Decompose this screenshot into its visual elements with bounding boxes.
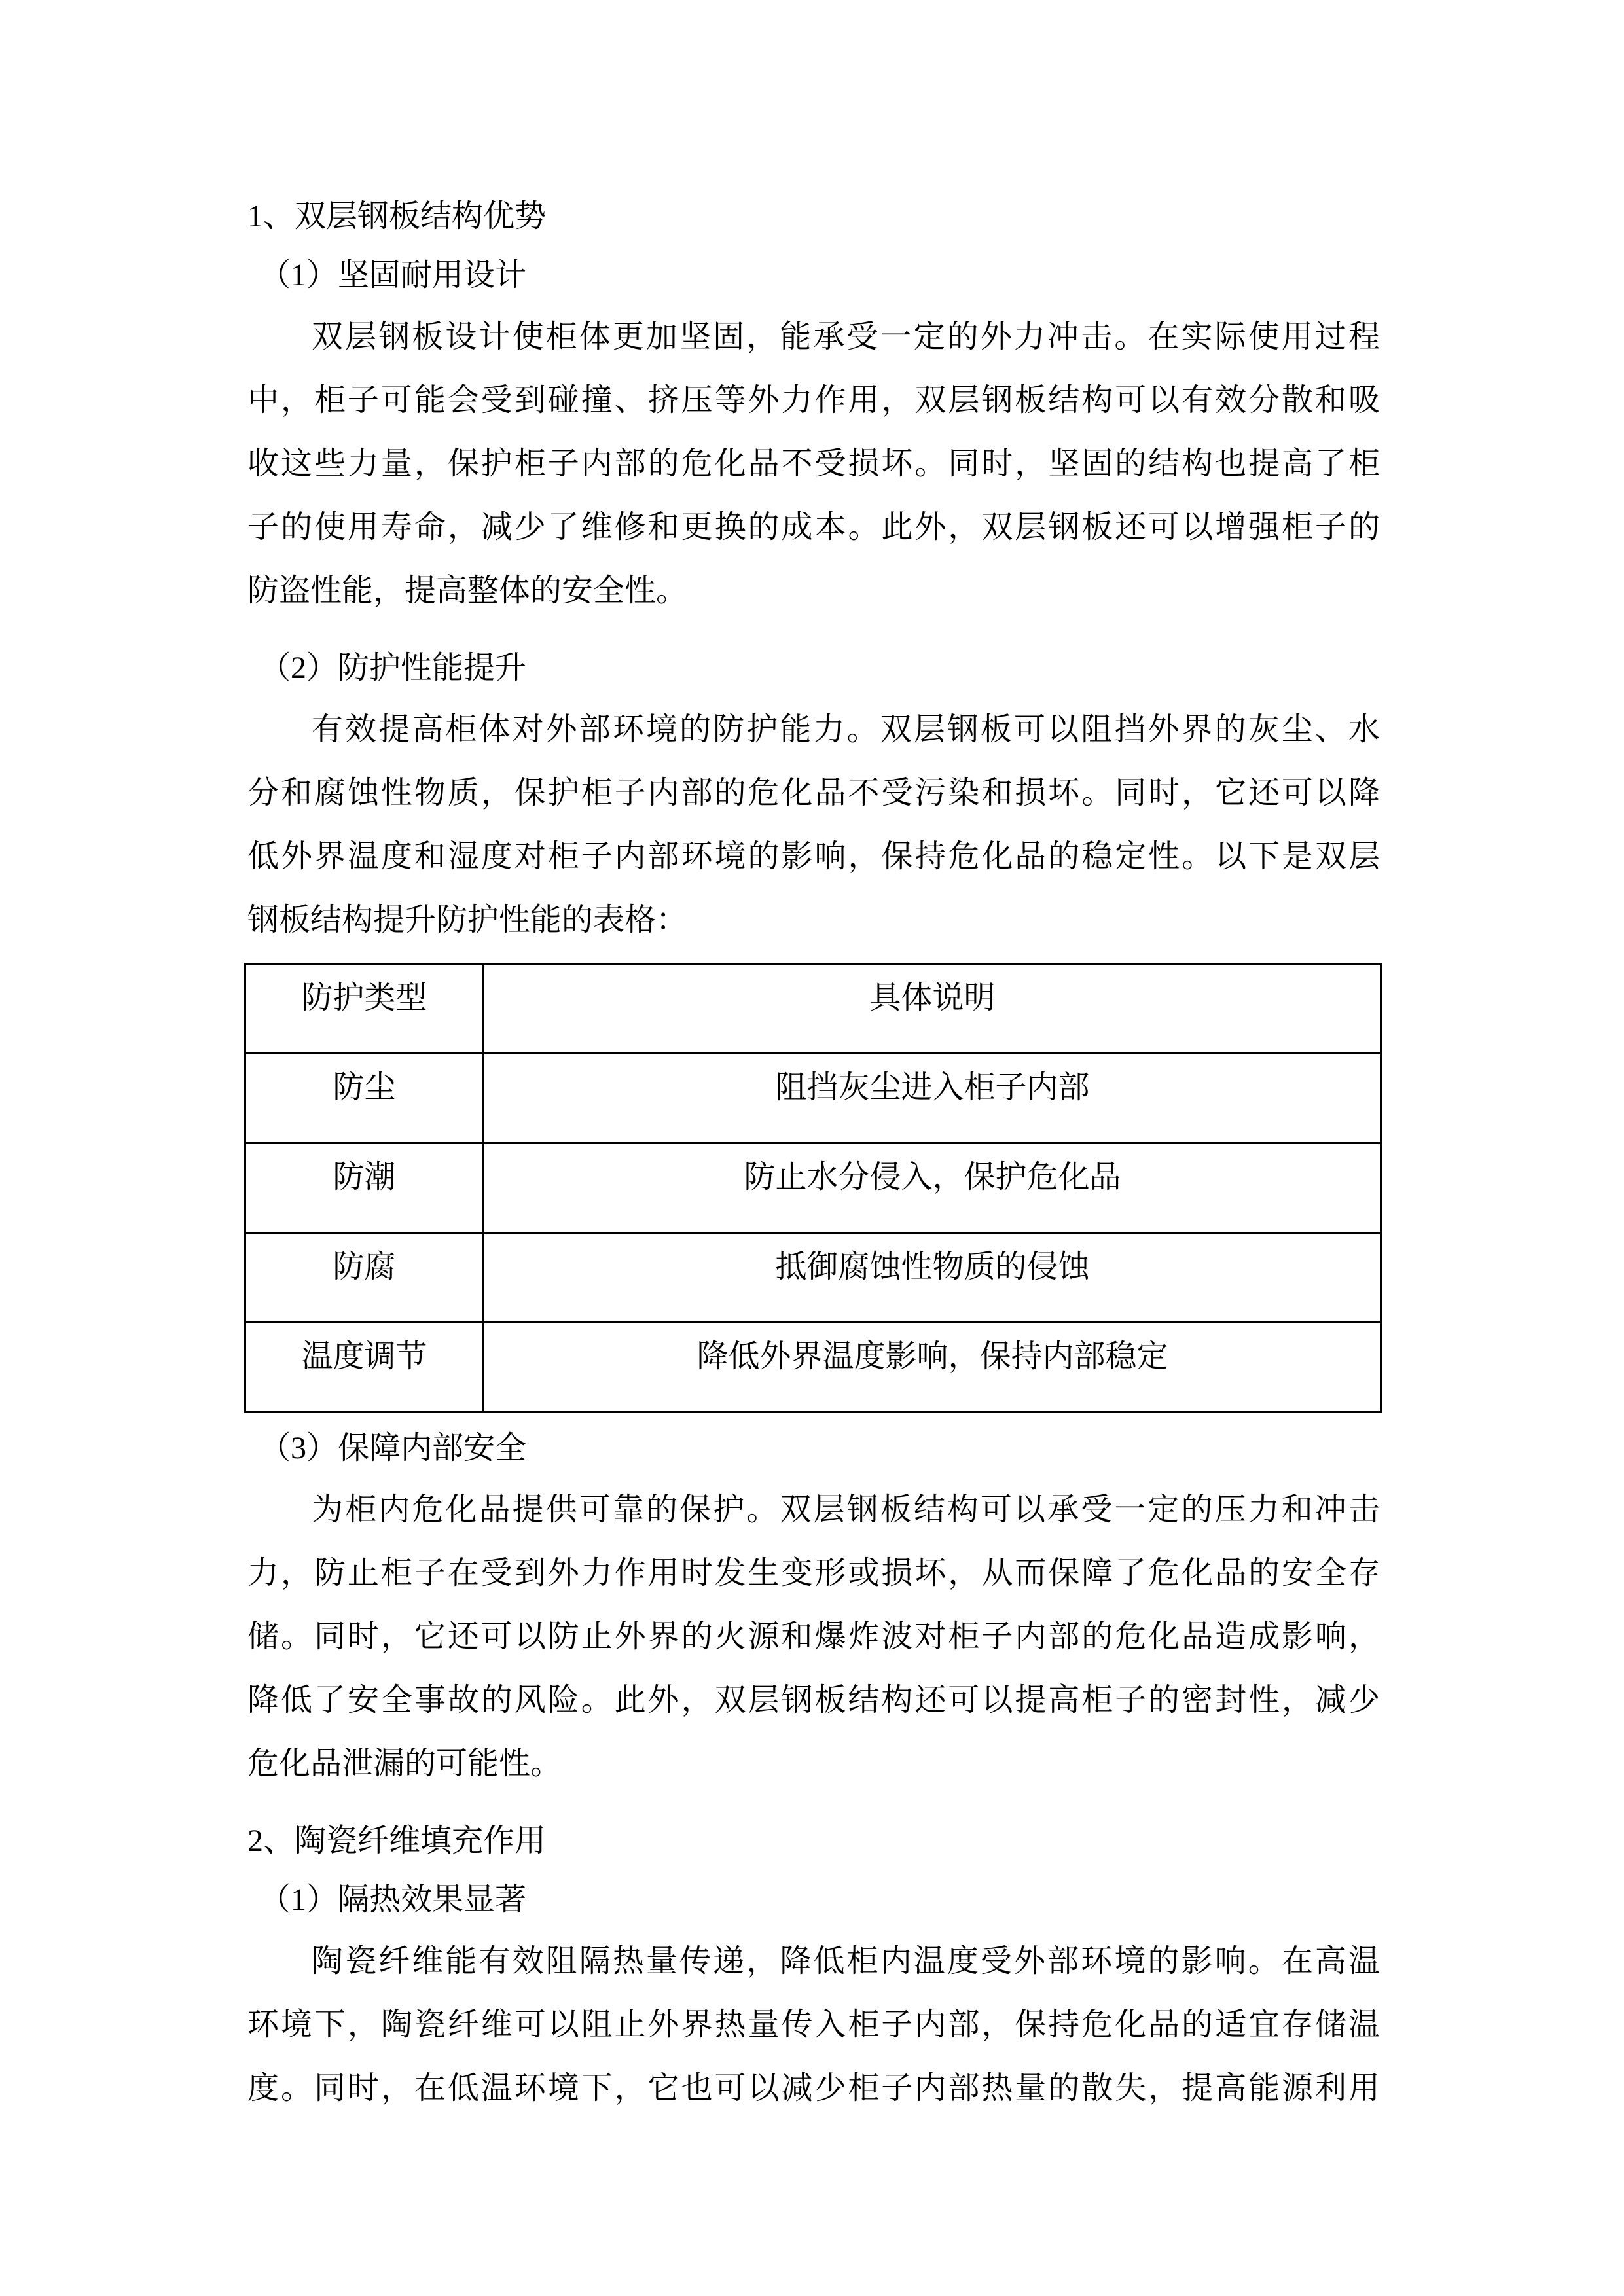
text-line: 有效提高柜体对外部环境的防护能力。双层钢板可以阻挡外界的灰尘、水 <box>312 712 1380 747</box>
table-header-type: 防护类型 <box>245 964 484 1054</box>
protection-table <box>244 963 1382 1413</box>
section-heading-1: 1、双层钢板结构优势 <box>247 199 547 234</box>
subheading-1-1: （1）坚固耐用设计 <box>259 258 527 293</box>
table-row <box>245 1323 1382 1412</box>
table-header-description: 具体说明 <box>484 964 1382 1054</box>
table-cell-description: 降低外界温度影响，保持内部稳定 <box>484 1323 1382 1412</box>
paragraph-internal-safety <box>247 1478 1380 1795</box>
table-row <box>245 1143 1382 1233</box>
text-line: 分和腐蚀性物质，保护柜子内部的危化品不受污染和损坏。同时，它还可以降 <box>247 776 1380 810</box>
paragraph-sturdy-design <box>247 305 1380 622</box>
paragraph-protection <box>247 698 1380 952</box>
table-cell-type: 防潮 <box>245 1143 484 1233</box>
text-line: 力，防止柜子在受到外力作用时发生变形或损坏，从而保障了危化品的安全存 <box>247 1556 1380 1590</box>
text-line: 中，柜子可能会受到碰撞、挤压等外力作用，双层钢板结构可以有效分散和吸 <box>247 383 1380 418</box>
text-line: 储。同时，它还可以防止外界的火源和爆炸波对柜子内部的危化品造成影响， <box>247 1619 1380 1654</box>
text-line: 双层钢板设计使柜体更加坚固，能承受一定的外力冲击。在实际使用过程 <box>312 319 1380 354</box>
document-page <box>247 187 1380 2136</box>
text-line: 降低了安全事故的风险。此外，双层钢板结构还可以提高柜子的密封性，减少 <box>247 1683 1380 1717</box>
text-line: 低外界温度和湿度对柜子内部环境的影响，保持危化品的稳定性。以下是双层 <box>247 839 1380 874</box>
subheading-2-1: （1）隔热效果显著 <box>259 1882 527 1917</box>
text-line: 度。同时，在低温环境下，它也可以减少柜子内部热量的散失，提高能源利用 <box>247 2071 1380 2106</box>
table-cell-description: 防止水分侵入，保护危化品 <box>484 1143 1382 1233</box>
text-line: 子的使用寿命，减少了维修和更换的成本。此外，双层钢板还可以增强柜子的 <box>247 510 1380 545</box>
table-cell-type: 防尘 <box>245 1054 484 1143</box>
table-row <box>245 1054 1382 1143</box>
table-cell-description: 阻挡灰尘进入柜子内部 <box>484 1054 1382 1143</box>
table-row <box>245 1233 1382 1323</box>
table-header-row <box>245 964 1382 1054</box>
text-line: 钢板结构提升防护性能的表格： <box>247 903 688 937</box>
subheading-1-2: （2）防护性能提升 <box>259 651 527 685</box>
subheading-1-3: （3）保障内部安全 <box>259 1431 527 1465</box>
paragraph-insulation <box>247 1929 1380 2120</box>
table-cell-type: 温度调节 <box>245 1323 484 1412</box>
text-line: 陶瓷纤维能有效阻隔热量传递，降低柜内温度受外部环境的影响。在高温 <box>312 1944 1380 1979</box>
section-heading-2: 2、陶瓷纤维填充作用 <box>247 1823 547 1858</box>
text-line: 防盗性能，提高整体的安全性。 <box>247 573 688 608</box>
table-cell-type: 防腐 <box>245 1233 484 1323</box>
table-cell-description: 抵御腐蚀性物质的侵蚀 <box>484 1233 1382 1323</box>
text-line: 危化品泄漏的可能性。 <box>247 1746 562 1781</box>
text-line: 为柜内危化品提供可靠的保护。双层钢板结构可以承受一定的压力和冲击 <box>312 1492 1380 1527</box>
text-line: 收这些力量，保护柜子内部的危化品不受损坏。同时，坚固的结构也提高了柜 <box>247 446 1380 481</box>
text-line: 环境下，陶瓷纤维可以阻止外界热量传入柜子内部，保持危化品的适宜存储温 <box>247 2007 1380 2042</box>
